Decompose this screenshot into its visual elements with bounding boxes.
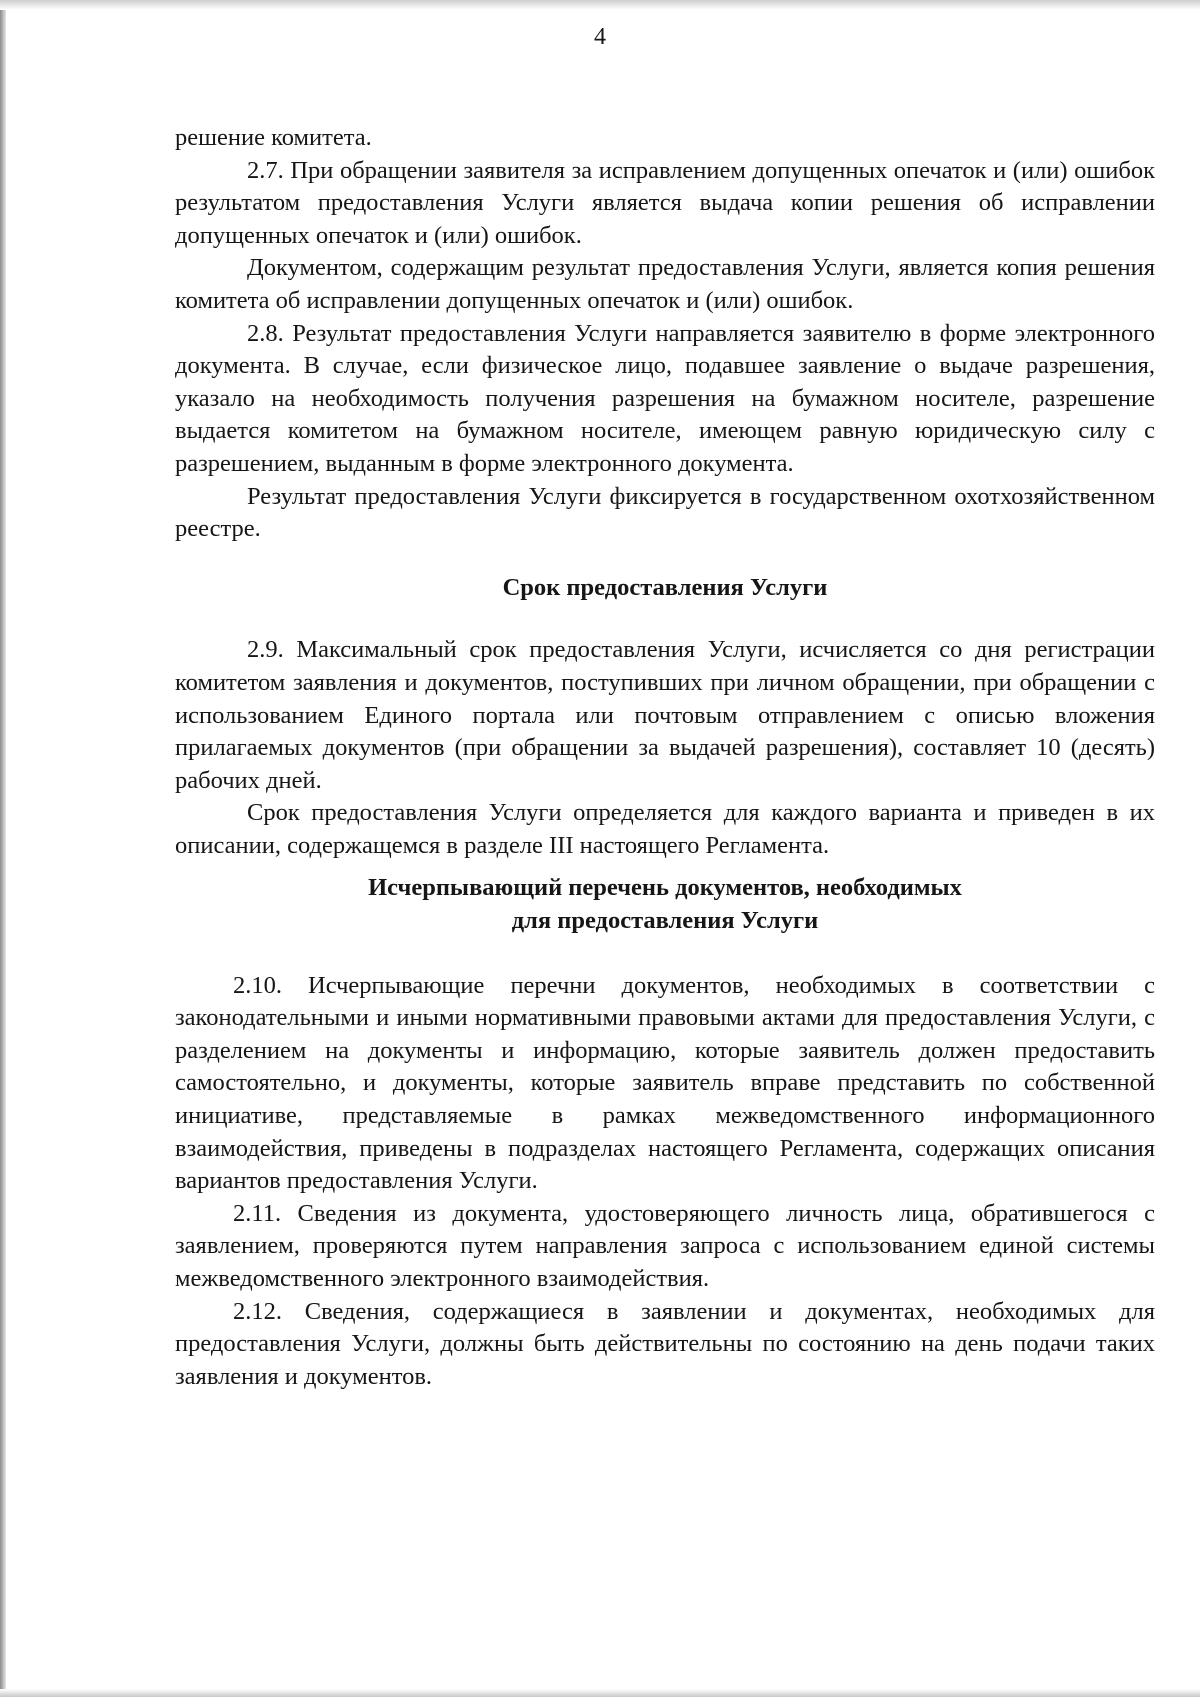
section-heading-perechen (175, 872, 1155, 937)
scan-edge-top (0, 0, 1200, 10)
scan-edge-left (0, 0, 6, 1697)
paragraph-2-7: 2.7. При обращении заявителя за исправлением допущенных опечаток и (или) ошибок результатом предоставления Услуги является выдача копии решения об исправлении допущенных опечаток и (или) ошибок. (175, 156, 1155, 249)
paragraph-2-10: 2.10. Исчерпывающие перечни документов, необходимых в соответствии с законодательными и иными нормативными правовыми актами для предоставления Услуги, с разделением на документы и информацию, которые заявитель должен предоставить самостоятельно, и документы, которые заявитель вправе представить по собственной инициативе, представляемые в рамках межведомственного информационного взаимодействия, приведены в подразделах настоящего Регламента, содержащих описания вариантов предоставления Услуги. (175, 971, 1155, 1195)
paragraph-srok-variant: Срок предоставления Услуги определяется для каждого варианта и приведен в их описании, содержащемся в разделе III настоящего Регламента. (175, 799, 1155, 859)
paragraph-2-8: 2.8. Результат предоставления Услуги направляется заявителю в форме электронного документа. В случае, если физическое лицо, подавшее заявление о выдаче разрешения, указало на необходимость получения разрешения на бумажном носителе, разрешение выдается комитетом на бумажном носителе, имеющем равную юридическую силу с разрешением, выданным в форме электронного документа. (175, 319, 1155, 477)
section-heading-srok: Срок предоставления Услуги (502, 573, 828, 601)
paragraph-2-11: 2.11. Сведения из документа, удостоверяющего личность лица, обратившегося с заявлением, проверяются путем направления запроса с использованием единой системы межведомственного электронного взаимодействия. (175, 1199, 1155, 1292)
scan-edge-bottom (0, 1689, 1200, 1697)
paragraph-result-document: Документом, содержащим результат предоставления Услуги, является копия решения комитета об исправлении допущенных опечаток и (или) ошибок. (175, 254, 1155, 314)
paragraph-2-9: 2.9. Максимальный срок предоставления Услуги, исчисляется со дня регистрации комитетом заявления и документов, поступивших при личном обращении, при обращении с использованием Единого портала или почтовым отправлением с описью вложения прилагаемых документов (при обращении за выдачей разрешения), составляет 10 (десять) рабочих дней. (175, 636, 1155, 794)
paragraph-2-12: 2.12. Сведения, содержащиеся в заявлении и документах, необходимых для предоставления Услуги, должны быть действительны по состоянию на день подачи таких заявления и документов. (175, 1297, 1155, 1390)
section-heading-perechen-line1: Исчерпывающий перечень документов, необходимых (368, 874, 962, 902)
page-number: 4 (594, 24, 606, 50)
paragraph-continuation: решение комитета. (175, 124, 372, 151)
section-heading-perechen-line2: для предоставления Услуги (511, 907, 819, 935)
document-body (175, 122, 1155, 1393)
paragraph-result-registry: Результат предоставления Услуги фиксируется в государственном охотхозяйственном реестре. (175, 482, 1155, 543)
